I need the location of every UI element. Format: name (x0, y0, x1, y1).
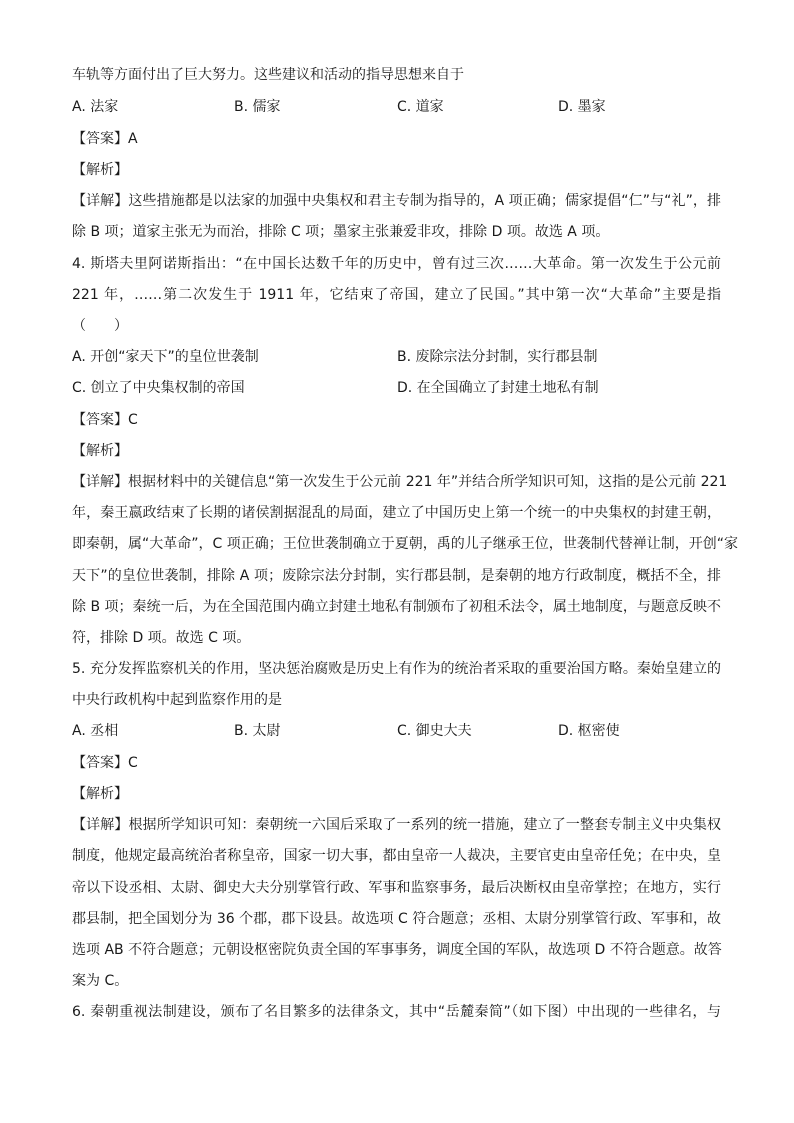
q3-option-d: D. 墨家 (558, 99, 606, 115)
q5-option-c: C. 御史大夫 (397, 723, 472, 739)
q4-stem-line: 221 年，……第二次发生于 1911 年，它结束了帝国，建立了民国。”其中第一次“大革命”主要是指 (72, 287, 721, 303)
q3-option-b: B. 儒家 (234, 99, 281, 115)
q3-answer: 【答案】A (72, 131, 138, 147)
q4-option-b: B. 废除宗法分封制，实行郡县制 (397, 349, 598, 365)
q4-detail-line: 年，秦王嬴政结束了长期的诸侯割据混乱的局面，建立了中国历史上第一个统一的中央集权的封建王朝， (72, 505, 721, 521)
q5-detail-line: 制度，他规定最高统治者称皇帝，国家一切大事，都由皇帝一人裁决，主要官吏由皇帝任免；在中央，皇 (72, 848, 721, 864)
q4-detail-line: 除 B 项；秦统一后，为在全国范围内确立封建土地私有制颁布了初租禾法令，属土地制度，与题意反映不 (72, 599, 721, 615)
q5-option-b: B. 太尉 (234, 723, 281, 739)
q5-detail-line: 郡县制，把全国划分为 36 个郡，郡下设县。故选项 C 符合题意；丞相、太尉分别掌管行政、军事和，故 (72, 911, 721, 927)
q6-stem-line: 6. 秦朝重视法制建设，颁布了名目繁多的法律条文，其中“岳麓秦简”（如下图）中出现的一些律名，与 (72, 1004, 721, 1020)
q4-detail-line: 【详解】根据材料中的关键信息“第一次发生于公元前 221 年”并结合所学知识可知，这指的是公元前 221 (72, 474, 728, 490)
q4-stem-line: 4. 斯塔夫里阿诺斯指出：“在中国长达数千年的历史中，曾有过三次……大革命。第一次发生于公元前 (72, 256, 721, 272)
q3-option-c: C. 道家 (397, 99, 444, 115)
q5-detail-line: 案为 C。 (72, 973, 129, 989)
q5-answer: 【答案】C (72, 755, 138, 771)
q3-stem-tail: 车轨等方面付出了巨大努力。这些建议和活动的指导思想来自于 (72, 67, 464, 83)
q3-detail-line: 【详解】这些措施都是以法家的加强中央集权和君主专制为指导的，A 项正确；儒家提倡“仁”与“礼”，排 (72, 193, 721, 209)
q4-detail-line: 符，排除 D 项。故选 C 项。 (72, 630, 251, 646)
q5-detail-line: 选项 AB 不符合题意；元朝设枢密院负责全国的军事事务，调度全国的军队，故选项 D 不符合题意。故答 (72, 942, 722, 958)
q5-detail-line: 【详解】根据所学知识可知：秦朝统一六国后采取了一系列的统一措施，建立了一整套专制主义中央集权 (72, 817, 721, 833)
q4-detail-line: 即秦朝，属“大革命”，C 项正确；王位世袭制确立于夏朝，禹的儿子继承王位，世袭制代替禅让制，开创“家 (72, 536, 738, 552)
q5-stem-line: 中央行政机构中起到监察作用的是 (72, 692, 282, 708)
q5-detail-line: 帝以下设丞相、太尉、御史大夫分别掌管行政、军事和监察事务，最后决断权由皇帝掌控；在地方，实行 (72, 880, 721, 896)
q5-option-a: A. 丞相 (72, 723, 119, 739)
q4-option-c: C. 创立了中央集权制的帝国 (72, 380, 245, 396)
q3-analysis-label: 【解析】 (72, 162, 128, 178)
q5-stem-line: 5. 充分发挥监察机关的作用，坚决惩治腐败是历史上有作为的统治者采取的重要治国方略。秦始皇建立的 (72, 661, 721, 677)
q4-option-a: A. 开创“家天下”的皇位世袭制 (72, 349, 259, 365)
q4-answer: 【答案】C (72, 412, 138, 428)
q5-option-d: D. 枢密使 (558, 723, 620, 739)
q4-answer-blank: （ ） (72, 318, 128, 334)
q3-detail-line: 除 B 项；道家主张无为而治，排除 C 项；墨家主张兼爱非攻，排除 D 项。故选 A 项。 (72, 224, 610, 240)
q3-option-a: A. 法家 (72, 99, 119, 115)
q4-detail-line: 天下”的皇位世袭制，排除 A 项；废除宗法分封制，实行郡县制，是秦朝的地方行政制度，概括不全，排 (72, 568, 721, 584)
q5-analysis-label: 【解析】 (72, 786, 128, 802)
q4-analysis-label: 【解析】 (72, 443, 128, 459)
q4-option-d: D. 在全国确立了封建土地私有制 (397, 380, 599, 396)
